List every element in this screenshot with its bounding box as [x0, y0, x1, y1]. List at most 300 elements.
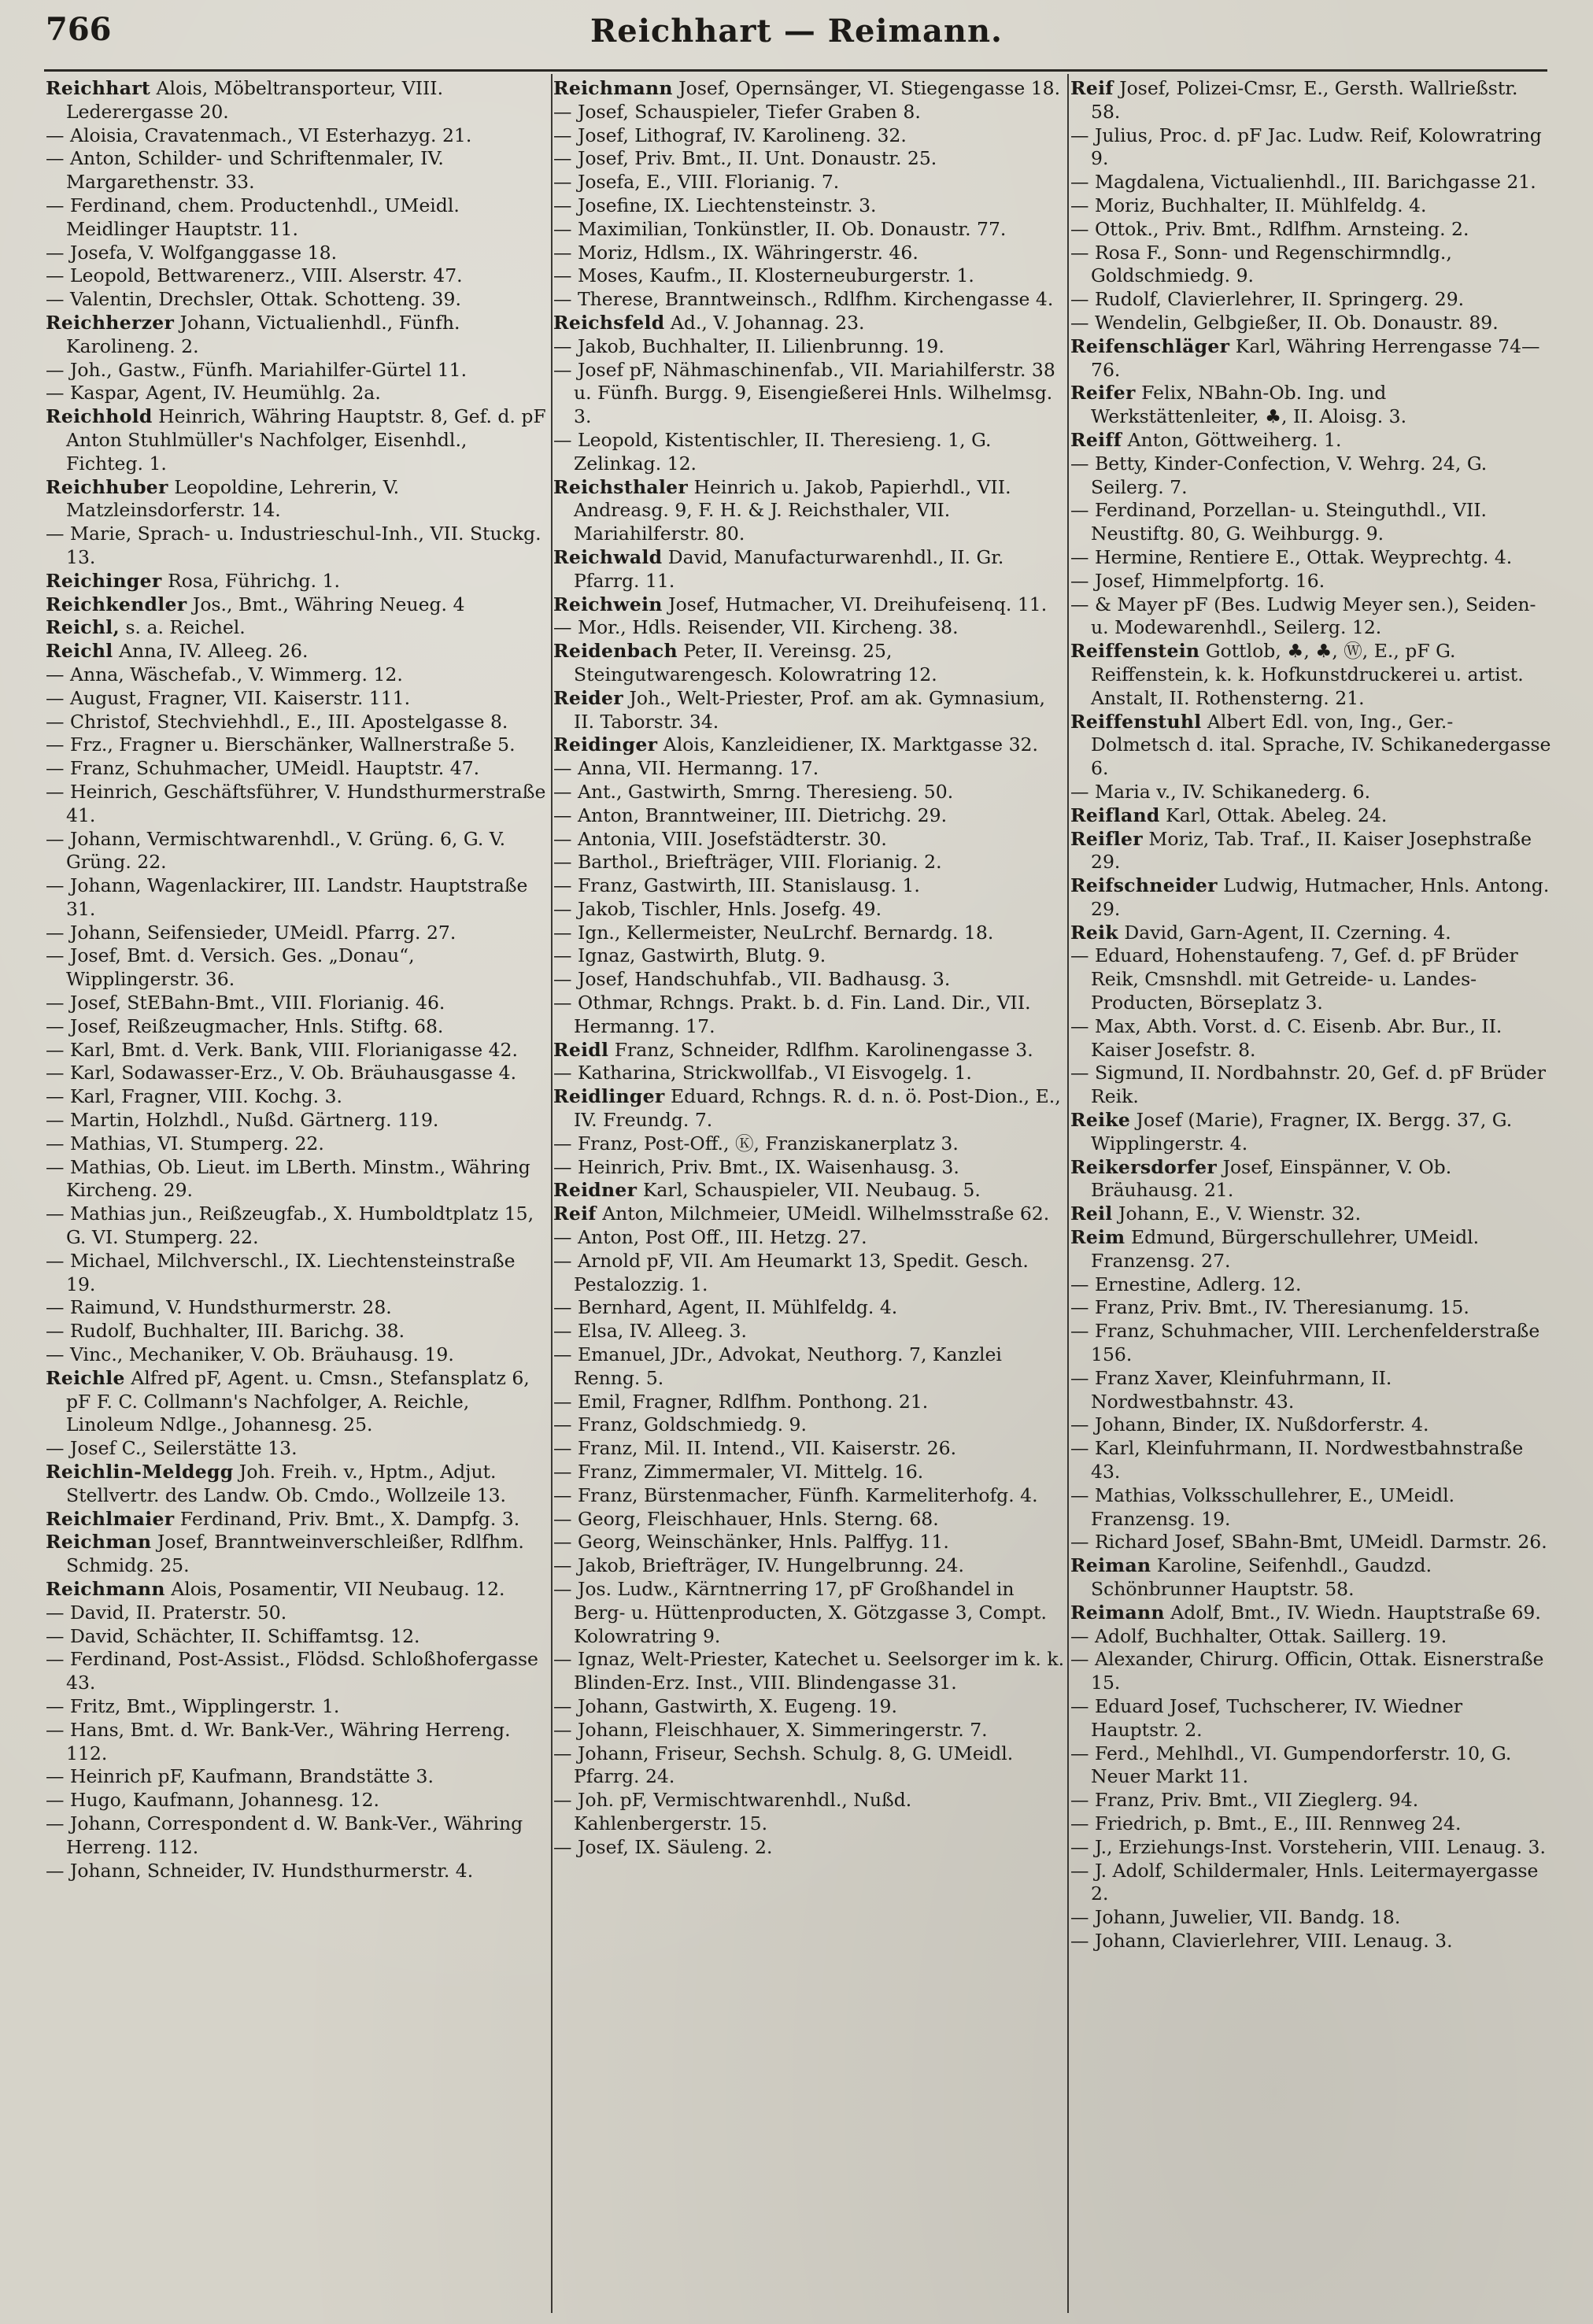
entry-text: — Josefa, V. Wolfganggasse 18.	[46, 241, 338, 264]
entry-surname: Reidlinger	[553, 1085, 665, 1108]
entry-text: — Franz, Post-Off., Ⓚ, Franziskanerplatz 3.	[553, 1132, 959, 1155]
directory-entry	[553, 147, 1065, 171]
column-2	[553, 77, 1065, 2312]
directory-entry	[1070, 382, 1552, 429]
directory-entry	[1070, 312, 1552, 335]
directory-entry	[553, 218, 1065, 242]
directory-entry	[553, 781, 1065, 804]
directory-entry	[553, 757, 1065, 781]
entry-text: — Heinrich pF, Kaufmann, Brandstätte 3.	[46, 1765, 434, 1788]
entry-text: — Ernestine, Adlerg. 12.	[1070, 1273, 1302, 1295]
entry-text: — Ant., Gastwirth, Smrng. Theresieng. 50.	[553, 780, 954, 803]
entry-text: — Franz, Bürstenmacher, Fünfh. Karmeliterhofg. 4.	[553, 1483, 1038, 1506]
entry-surname: Reidinger	[553, 733, 658, 756]
entry-text: Leopoldine, Lehrerin, V. Matzleinsdorferstr. 14.	[66, 475, 400, 522]
entry-text: — Jakob, Buchhalter, II. Lilienbrunng. 19.	[553, 334, 944, 357]
entry-text: Franz, Schneider, Rdlfhm. Karolinengasse 3.	[608, 1038, 1033, 1061]
entry-text: Joh., Welt-Priester, Prof. am ak. Gymnasium, II. Taborstr. 34.	[574, 686, 1045, 733]
entry-text: — Mathias, VI. Stumperg. 22.	[46, 1132, 324, 1155]
directory-entry	[46, 405, 549, 475]
directory-entry	[553, 335, 1065, 359]
entry-text: Adolf, Bmt., IV. Wiedn. Hauptstraße 69.	[1164, 1601, 1541, 1624]
directory-entry	[46, 1320, 549, 1343]
column-divider	[551, 74, 553, 2313]
directory-entry	[553, 1578, 1065, 1648]
entry-surname: Reichman	[46, 1531, 152, 1554]
column-1	[46, 77, 549, 2312]
directory-entry	[553, 476, 1065, 546]
directory-entry	[1070, 124, 1552, 172]
entry-text: — Leopold, Bettwarenerz., VIII. Alserstr. 47.	[46, 264, 463, 287]
entry-text: — Othmar, Rchngs. Prakt. b. d. Fin. Land. Dir., VII. Hermanng. 17.	[553, 992, 1031, 1037]
directory-entry	[1070, 1273, 1552, 1297]
directory-entry	[553, 898, 1065, 922]
entry-surname: Reichlmaier	[46, 1507, 175, 1530]
entry-text: — Vinc., Mechaniker, V. Ob. Bräuhausg. 19.	[46, 1343, 454, 1366]
directory-entry	[553, 1226, 1065, 1250]
directory-entry	[553, 1296, 1065, 1320]
entry-text: — Johann, Binder, IX. Nußdorferstr. 4.	[1070, 1413, 1429, 1436]
directory-entry	[553, 1719, 1065, 1742]
entry-text: — Marie, Sprach- u. Industrieschul-Inh., VII. Stuckg. 13.	[46, 523, 541, 568]
entry-text: Karl, Währing Herrengasse 74—76.	[1091, 334, 1540, 381]
directory-entry	[1070, 593, 1552, 641]
directory-entry	[1070, 1836, 1552, 1860]
entry-text: — Michael, Milchverschl., IX. Liechtensteinstraße 19.	[46, 1249, 516, 1295]
entry-text: s. a. Reichel.	[120, 616, 246, 639]
entry-text: Edmund, Bürgerschullehrer, UMeidl. Franzensg. 27.	[1091, 1226, 1480, 1272]
directory-entry	[46, 944, 549, 992]
directory-entry	[1070, 453, 1552, 500]
directory-entry	[553, 687, 1065, 734]
directory-entry	[1070, 640, 1552, 710]
entry-text: — Josef, Bmt. d. Versich. Ges. „Donau“, Wipplingerstr. 36.	[46, 944, 415, 991]
entry-text: Josef, Hutmacher, VI. Dreihufeisenq. 11.	[662, 593, 1048, 615]
entry-text: — Franz, Gastwirth, III. Stanislausg. 1.	[553, 874, 920, 897]
entry-text: Johann, Victualienhdl., Fünfh. Karolineng. 2.	[66, 311, 460, 357]
entry-text: — Valentin, Drechsler, Ottak. Schotteng. 39.	[46, 288, 461, 311]
entry-text: Josef, Opernsänger, VI. Stiegengasse 18.	[672, 77, 1061, 99]
entry-text: Rosa, Führichg. 1.	[161, 569, 340, 592]
directory-entry	[46, 992, 549, 1015]
directory-entry	[1070, 1296, 1552, 1320]
directory-entry	[553, 1695, 1065, 1719]
entry-text: — Josef, Schauspieler, Tiefer Graben 8.	[553, 100, 921, 123]
entry-text: — Josef, Lithograf, IV. Karolineng. 32.	[553, 124, 907, 146]
directory-entry	[46, 264, 549, 288]
directory-entry	[1070, 711, 1552, 781]
entry-text: — Arnold pF, VII. Am Heumarkt 13, Spedit. Gesch. Pestalozzig. 1.	[553, 1249, 1029, 1295]
entry-text: — Johann, Seifensieder, UMeidl. Pfarrg. 27.	[46, 921, 456, 944]
entry-text: Albert Edl. von, Ing., Ger.-Dolmetsch d. ital. Sprache, IV. Schikanedergasse 6.	[1091, 710, 1551, 780]
directory-entry	[553, 922, 1065, 945]
entry-text: — Johann, Juwelier, VII. Bandg. 18.	[1070, 1906, 1401, 1929]
entry-text: Felix, NBahn-Ob. Ing. und Werkstättenleiter, ♣, II. Aloisg. 3.	[1091, 382, 1407, 428]
directory-entry	[553, 1413, 1065, 1437]
directory-entry	[46, 147, 549, 194]
directory-entry	[46, 1578, 549, 1602]
directory-entry	[46, 687, 549, 711]
entry-text: — Ignaz, Welt-Priester, Katechet u. Seelsorger im k. k. Blinden-Erz. Inst., VIII. Blindengasse 31.	[553, 1648, 1065, 1694]
directory-entry	[46, 616, 549, 640]
directory-entry	[1070, 1203, 1552, 1226]
entry-text: — Rudolf, Buchhalter, III. Barichg. 38.	[46, 1320, 405, 1343]
entry-text: — Aloisia, Cravatenmach., VI Esterhazyg. 21.	[46, 124, 472, 146]
entry-text: — Moriz, Buchhalter, II. Mühlfeldg. 4.	[1070, 194, 1427, 216]
entry-text: — Mor., Hdls. Reisender, VII. Kircheng. 38.	[553, 616, 959, 639]
entry-text: — Max, Abth. Vorst. d. C. Eisenb. Abr. Bur., II. Kaiser Josefstr. 8.	[1070, 1014, 1502, 1061]
entry-text: — Wendelin, Gelbgießer, II. Ob. Donaustr. 89.	[1070, 311, 1499, 334]
entry-text: — Franz, Priv. Bmt., IV. Theresianumg. 15.	[1070, 1296, 1469, 1319]
entry-surname: Reiman	[1070, 1554, 1151, 1577]
directory-entry	[1070, 804, 1552, 828]
column-divider	[1067, 74, 1069, 2313]
entry-surname: Reichmann	[553, 77, 673, 99]
entry-surname: Reidner	[553, 1179, 638, 1202]
entry-text: — Barthol., Briefträger, VIII. Florianig. 2.	[553, 851, 942, 874]
entry-text: — Joh. pF, Vermischtwarenhdl., Nußd. Kahlenbergerstr. 15.	[553, 1789, 912, 1834]
entry-text: — David, Schächter, II. Schiffamtsg. 12.	[46, 1624, 420, 1647]
entry-text: — Julius, Proc. d. pF Jac. Ludw. Reif, Kolowratring 9.	[1070, 124, 1542, 170]
entry-text: — Kaspar, Agent, IV. Heumühlg. 2a.	[46, 382, 381, 405]
directory-entry	[553, 593, 1065, 617]
directory-entry	[553, 1039, 1065, 1062]
entry-text: — & Mayer pF (Bes. Ludwig Meyer sen.), Seiden- u. Modewarenhdl., Seilerg. 12.	[1070, 593, 1536, 639]
entry-text: Jos., Bmt., Währing Neueg. 4	[187, 593, 465, 615]
directory-entry	[1070, 1789, 1552, 1812]
entry-surname: Reichwald	[553, 545, 663, 568]
directory-entry	[553, 288, 1065, 312]
entry-text: — Jakob, Tischler, Hnls. Josefg. 49.	[553, 897, 882, 920]
directory-entry	[1070, 1531, 1552, 1554]
entry-text: — Rosa F., Sonn- und Regenschirmndlg., Goldschmiedg. 9.	[1070, 241, 1452, 287]
directory-entry	[1070, 781, 1552, 804]
directory-entry	[46, 922, 549, 945]
directory-entry	[46, 757, 549, 781]
directory-entry	[46, 1461, 549, 1508]
directory-entry	[553, 992, 1065, 1039]
directory-entry	[553, 1250, 1065, 1297]
entry-text: Ferdinand, Priv. Bmt., X. Dampfg. 3.	[174, 1507, 520, 1530]
directory-entry	[553, 1320, 1065, 1343]
entry-text: Anna, IV. Alleeg. 26.	[113, 640, 309, 663]
directory-entry	[46, 1085, 549, 1109]
directory-entry	[553, 242, 1065, 265]
entry-text: — Josefa, E., VIII. Florianig. 7.	[553, 171, 840, 194]
entry-text: Anton, Milchmeier, UMeidl. Wilhelmsstraße 62.	[596, 1203, 1050, 1225]
entry-text: — Hans, Bmt. d. Wr. Bank-Ver., Währing Herreng. 112.	[46, 1718, 511, 1764]
entry-text: — Karl, Fragner, VIII. Kochg. 3.	[46, 1085, 342, 1108]
entry-surname: Reif	[1070, 77, 1114, 99]
directory-entry	[1070, 429, 1552, 453]
directory-entry	[553, 1531, 1065, 1554]
entry-text: — Richard Josef, SBahn-Bmt, UMeidl. Darmstr. 26.	[1070, 1531, 1547, 1554]
directory-entry	[1070, 77, 1552, 124]
directory-entry	[553, 1554, 1065, 1578]
entry-surname: Reichinger	[46, 569, 162, 592]
entry-text: — Ferdinand, chem. Productenhdl., UMeidl. Meidlinger Hauptstr. 11.	[46, 194, 460, 240]
directory-entry	[553, 1085, 1065, 1132]
directory-entry	[46, 1156, 549, 1203]
entry-surname: Reichle	[46, 1366, 125, 1389]
directory-entry	[553, 640, 1065, 687]
entry-text: Peter, II. Vereinsg. 25, Steingutwarengesch. Kolowratring 12.	[574, 640, 937, 685]
entry-text: — Katharina, Strickwollfab., VI Eisvogelg. 1.	[553, 1062, 972, 1084]
directory-entry	[553, 264, 1065, 288]
entry-text: — J., Erziehungs-Inst. Vorsteherin, VIII. Lenaug. 3.	[1070, 1835, 1546, 1858]
directory-entry	[46, 77, 549, 124]
directory-entry	[1070, 922, 1552, 945]
directory-entry	[1070, 1367, 1552, 1414]
entry-text: — Magdalena, Victualienhdl., III. Barichgasse 21.	[1070, 171, 1536, 194]
directory-entry	[553, 828, 1065, 852]
entry-text: Josef, Polizei-Cmsr, E., Gersth. Wallrießstr. 58.	[1091, 77, 1518, 123]
entry-text: — Josef, StEBahn-Bmt., VIII. Florianig. 46.	[46, 992, 445, 1014]
directory-entry	[1070, 1812, 1552, 1836]
entry-text: — Emanuel, JDr., Advokat, Neuthorg. 7, Kanzlei Renng. 5.	[553, 1343, 1002, 1389]
directory-entry	[1070, 242, 1552, 289]
entry-surname: Reif	[553, 1203, 597, 1225]
entry-text: — Frz., Fragner u. Bierschänker, Wallnerstraße 5.	[46, 733, 516, 756]
directory-entry	[46, 1437, 549, 1461]
directory-entry	[1070, 1625, 1552, 1649]
entry-text: Ad., V. Johannag. 23.	[664, 311, 865, 334]
entry-surname: Reider	[553, 686, 623, 709]
entry-text: — Martin, Holzhdl., Nußd. Gärtnerg. 119.	[46, 1109, 439, 1132]
entry-text: — Heinrich, Priv. Bmt., IX. Waisenhausg. 3.	[553, 1155, 959, 1178]
entry-text: — Johann, Gastwirth, X. Eugeng. 19.	[553, 1694, 897, 1717]
directory-entry	[1070, 1062, 1552, 1109]
directory-entry	[1070, 194, 1552, 218]
entry-text: — Josef, Priv. Bmt., II. Unt. Donaustr. 25.	[553, 147, 937, 170]
entry-text: — Mathias, Ob. Lieut. im LBerth. Minstm., Währing Kircheng. 29.	[46, 1155, 530, 1202]
entry-surname: Reichlin-Meldegg	[46, 1461, 234, 1483]
entry-text: — Johann, Schneider, IV. Hundsthurmerstr. 4.	[46, 1859, 474, 1882]
column-3	[1070, 77, 1552, 2312]
directory-entry	[553, 1742, 1065, 1790]
entry-text: Anton, Göttweiherg. 1.	[1122, 428, 1342, 451]
directory-entry	[46, 640, 549, 663]
directory-entry	[553, 874, 1065, 898]
directory-entry	[46, 1812, 549, 1860]
entry-text: Josef (Marie), Fragner, IX. Bergg. 37, G. Wipplingerstr. 4.	[1091, 1109, 1513, 1155]
entry-text: — Anna, Wäschefab., V. Wimmerg. 12.	[46, 663, 403, 685]
entry-text: Moriz, Tab. Traf., II. Kaiser Josephstraße 29.	[1091, 827, 1532, 874]
directory-entry	[553, 312, 1065, 335]
directory-entry	[553, 429, 1065, 476]
entry-text: Karoline, Seifenhdl., Gaudzd. Schönbrunner Hauptstr. 58.	[1091, 1554, 1432, 1600]
directory-entry	[1070, 1602, 1552, 1625]
directory-entry	[553, 1789, 1065, 1836]
directory-entry	[553, 1508, 1065, 1531]
entry-text: — Josef, Handschuhfab., VII. Badhausg. 3.	[553, 968, 951, 991]
entry-surname: Reichsfeld	[553, 311, 665, 334]
entry-surname: Reichkendler	[46, 593, 187, 615]
entry-text: — Josefine, IX. Liechtensteinstr. 3.	[553, 194, 877, 216]
entry-text: — Rudolf, Clavierlehrer, II. Springerg. 29.	[1070, 288, 1465, 311]
directory-entry	[46, 1250, 549, 1297]
entry-text: — Ferdinand, Post-Assist., Flödsd. Schloßhofergasse 43.	[46, 1648, 538, 1694]
entry-text: — Moses, Kaufm., II. Klosterneuburgerstr. 1.	[553, 264, 974, 287]
entry-text: — Franz, Schuhmacher, UMeidl. Hauptstr. 47.	[46, 757, 480, 780]
entry-surname: Reichherzer	[46, 311, 175, 334]
entry-surname: Reiffenstein	[1070, 640, 1200, 663]
entry-text: — Leopold, Kistentischler, II. Theresieng. 1, G. Zelinkag. 12.	[553, 428, 992, 475]
entry-text: — Elsa, IV. Alleeg. 3.	[553, 1320, 747, 1343]
directory-entry	[553, 1062, 1065, 1085]
entry-text: — Josef pF, Nähmaschinenfab., VII. Mariahilferstr. 38 u. Fünfh. Burgg. 9, Eisengießerei Hnls. Wilhelmsg. 3.	[553, 358, 1055, 428]
entry-text: — Maximilian, Tonkünstler, II. Ob. Donaustr. 77.	[553, 217, 1007, 240]
directory-entry	[553, 1484, 1065, 1508]
directory-entry	[553, 733, 1065, 757]
directory-entry	[1070, 1226, 1552, 1273]
directory-entry	[46, 1531, 549, 1578]
entry-text: — Franz Xaver, Kleinfuhrmann, II. Nordwestbahnstr. 43.	[1070, 1366, 1392, 1413]
directory-entry	[1070, 570, 1552, 593]
entry-text: — Josef, Reißzeugmacher, Hnls. Stiftg. 68.	[46, 1014, 444, 1037]
directory-entry	[46, 1648, 549, 1695]
entry-text: Karl, Ottak. Abeleg. 24.	[1159, 804, 1388, 826]
entry-text: — Franz, Goldschmiedg. 9.	[553, 1413, 807, 1436]
entry-text: — Maria v., IV. Schikanederg. 6.	[1070, 780, 1371, 803]
directory-entry	[46, 874, 549, 922]
directory-entry	[553, 1132, 1065, 1156]
directory-entry	[553, 1343, 1065, 1391]
entry-text: — Anton, Post Off., III. Hetzg. 27.	[553, 1226, 867, 1249]
entry-text: — Moriz, Hdlsm., IX. Währingerstr. 46.	[553, 241, 918, 264]
entry-surname: Reichhold	[46, 405, 153, 428]
directory-entry	[1070, 1742, 1552, 1790]
entry-text: — Georg, Weinschänker, Hnls. Palffyg. 11.	[553, 1531, 949, 1554]
entry-text: Joh. Freih. v., Hptm., Adjut. Stellvertr. des Landw. Ob. Cmdo., Wollzeile 13.	[66, 1461, 506, 1506]
directory-entry	[46, 828, 549, 875]
directory-entry	[46, 570, 549, 593]
directory-entry	[553, 1648, 1065, 1695]
entry-surname: Reim	[1070, 1226, 1125, 1249]
entry-text: — Ottok., Priv. Bmt., Rdlfhm. Arnsteing. 2.	[1070, 217, 1469, 240]
entry-text: — Franz, Priv. Bmt., VII Zieglerg. 94.	[1070, 1789, 1419, 1812]
directory-entry	[1070, 1437, 1552, 1484]
entry-text: — Jos. Ludw., Kärntnerring 17, pF Großhandel in Berg- u. Hüttenproducten, X. Götzgasse 3, Compt. Kolowratring 9.	[553, 1578, 1047, 1647]
entry-surname: Reifer	[1070, 382, 1136, 405]
directory-entry	[553, 124, 1065, 148]
entry-text: — Franz, Zimmermaler, VI. Mittelg. 16.	[553, 1461, 924, 1483]
entry-surname: Reifler	[1070, 827, 1143, 850]
entry-text: — Emil, Fragner, Rdlfhm. Ponthong. 21.	[553, 1390, 929, 1413]
entry-text: — David, II. Praterstr. 50.	[46, 1601, 287, 1624]
directory-entry	[1070, 218, 1552, 242]
entry-text: — Eduard, Hohenstaufeng. 7, Gef. d. pF Brüder Reik, Cmsnshdl. mit Getreide- u. Landes-Producten, Börseplatz 3.	[1070, 944, 1518, 1014]
directory-entry	[1070, 944, 1552, 1014]
entry-text: — Anton, Branntweiner, III. Dietrichg. 29.	[553, 804, 948, 826]
directory-entry	[1070, 335, 1552, 382]
directory-entry	[46, 1789, 549, 1812]
directory-entry	[553, 1461, 1065, 1484]
entry-text: — Ign., Kellermeister, NeuLrchf. Bernardg. 18.	[553, 921, 994, 944]
entry-text: — Mathias, Volksschullehrer, E., UMeidl. Franzensg. 19.	[1070, 1483, 1455, 1530]
entry-surname: Reichmann	[46, 1578, 165, 1600]
directory-entry	[1070, 1484, 1552, 1531]
directory-entry	[1070, 1015, 1552, 1062]
entry-surname: Reidenbach	[553, 640, 678, 663]
directory-entry	[46, 781, 549, 828]
directory-entry	[46, 1015, 549, 1039]
directory-entry	[46, 1109, 549, 1132]
directory-entry	[1070, 1648, 1552, 1695]
directory-entry	[46, 1296, 549, 1320]
directory-entry	[46, 663, 549, 687]
directory-entry	[1070, 499, 1552, 546]
entry-surname: Reidl	[553, 1038, 609, 1061]
directory-entry	[46, 711, 549, 734]
header-rule	[44, 69, 1547, 72]
entry-surname: Reifschneider	[1070, 874, 1218, 897]
directory-entry	[1070, 546, 1552, 570]
directory-entry	[46, 1602, 549, 1625]
directory-entry	[46, 1367, 549, 1437]
entry-surname: Reichhart	[46, 77, 151, 99]
directory-entry	[46, 1625, 549, 1649]
directory-entry	[46, 242, 549, 265]
directory-entry	[1070, 1930, 1552, 1953]
directory-entry	[1070, 1156, 1552, 1203]
entry-text: — Alexander, Chirurg. Officin, Ottak. Eisnerstraße 15.	[1070, 1648, 1544, 1694]
entry-text: — Karl, Kleinfuhrmann, II. Nordwestbahnstraße 43.	[1070, 1437, 1524, 1483]
directory-entry	[46, 124, 549, 148]
entry-text: — Adolf, Buchhalter, Ottak. Saillerg. 19.	[1070, 1624, 1447, 1647]
entry-text: — Johann, Fleischhauer, X. Simmeringerstr. 7.	[553, 1718, 988, 1741]
directory-entry	[46, 194, 549, 242]
directory-entry	[46, 1860, 549, 1883]
directory-entry	[46, 476, 549, 523]
directory-entry	[553, 1437, 1065, 1461]
entry-surname: Reichwein	[553, 593, 663, 615]
directory-entry	[46, 1695, 549, 1719]
directory-entry	[46, 593, 549, 617]
entry-text: Alois, Posamentir, VII Neubaug. 12.	[164, 1578, 505, 1600]
entry-text: — Georg, Fleischhauer, Hnls. Sterng. 68.	[553, 1507, 939, 1530]
entry-text: — Josef C., Seilerstätte 13.	[46, 1437, 298, 1460]
directory-entry	[553, 101, 1065, 124]
entry-surname: Reifenschläger	[1070, 334, 1230, 357]
directory-entry	[1070, 171, 1552, 194]
directory-entry	[553, 944, 1065, 968]
directory-entry	[553, 77, 1065, 101]
directory-entry	[553, 1391, 1065, 1414]
entry-text: Gottlob, ♣, ♣, Ⓦ, E., pF G. Reiffenstein, k. k. Hofkunstdruckerei u. artist. Anstalt, II. Rothensterng. 21.	[1091, 640, 1524, 709]
entry-surname: Reiff	[1070, 428, 1122, 451]
directory-entry	[1070, 874, 1552, 922]
entry-text: — Joh., Gastw., Fünfh. Mariahilfer-Gürtel 11.	[46, 358, 468, 381]
entry-surname: Reifland	[1070, 804, 1160, 826]
entry-text: — Franz, Schuhmacher, VIII. Lerchenfelderstraße 156.	[1070, 1320, 1540, 1366]
entry-text: — Johann, Vermischtwarenhdl., V. Grüng. 6, G. V. Grüng. 22.	[46, 827, 506, 874]
entry-text: — Mathias jun., Reißzeugfab., X. Humboldtplatz 15, G. VI. Stumperg. 22.	[46, 1203, 534, 1249]
entry-text: — Fritz, Bmt., Wipplingerstr. 1.	[46, 1694, 340, 1717]
directory-entry	[1070, 1320, 1552, 1367]
directory-entry	[553, 804, 1065, 828]
entry-text: — Franz, Mil. II. Intend., VII. Kaiserstr. 26.	[553, 1437, 957, 1460]
directory-entry	[1070, 1695, 1552, 1742]
directory-entry	[553, 968, 1065, 992]
directory-entry	[553, 1156, 1065, 1180]
directory-entry	[46, 523, 549, 570]
entry-surname: Reike	[1070, 1109, 1131, 1132]
entry-text: — Jakob, Briefträger, IV. Hungelbrunng. 24.	[553, 1554, 964, 1577]
directory-entry	[46, 1343, 549, 1367]
entry-text: David, Manufacturwarenhdl., II. Gr. Pfarrg. 11.	[574, 545, 1004, 592]
running-head: Reichhart — Reimann.	[590, 13, 1003, 50]
